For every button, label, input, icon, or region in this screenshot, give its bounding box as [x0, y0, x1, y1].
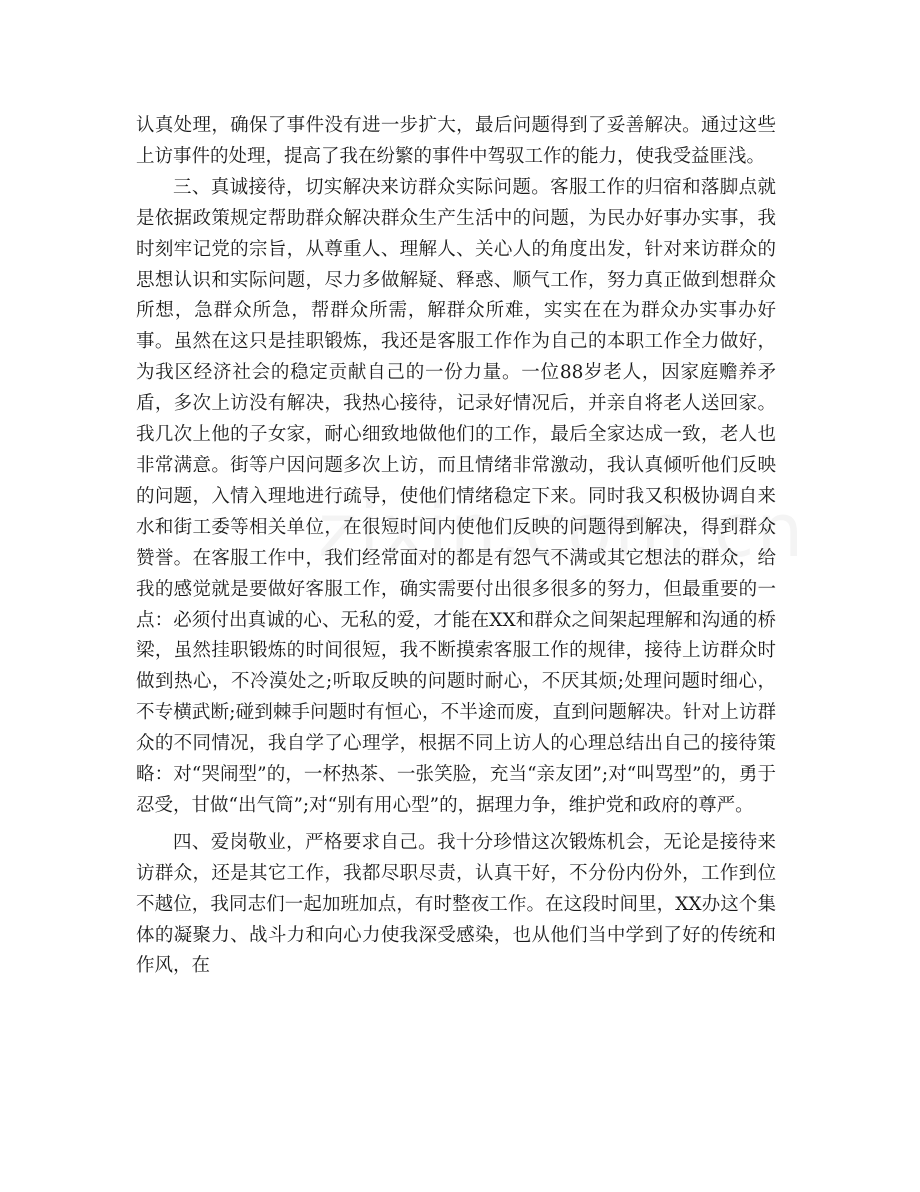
- paragraph-section-4: 四、爱岗敬业，严格要求自己。我十分珍惜这次锻炼机会，无论是接待来访群众，还是其它工作，我都尽职尽责，认真干好，不分份内份外，工作到位不越位，我同志们一起加班加点，有时整夜工作。在这段时间里，XX办这个集体的凝聚力、战斗力和向心力使我深受感染，也从他们当中学到了好的传统和作风，在: [136, 831, 776, 977]
- paragraph-section-3: 三、真诚接待，切实解决来访群众实际问题。客服工作的归宿和落脚点就是依据政策规定帮助群众解决群众生产生活中的问题，为民办好事办实事，我时刻牢记党的宗旨，从尊重人、理解人、关心人的角度出发，针对来访群众的思想认识和实际问题，尽力多做解疑、释惑、顺气工作，努力真正做到想群众所想，急群众所急，帮群众所需，解群众所难，实实在在为群众办实事办好事。虽然在这只是挂职锻炼，我还是客服工作作为自己的本职工作全力做好，为我区经济社会的稳定贡献自己的一份力量。一位88岁老人，因家庭赡养矛盾，多次上访没有解决，我热心接待，记录好情况后，并亲自将老人送回家。我几次上他的子女家，耐心细致地做他们的工作，最后全家达成一致，老人也非常满意。街等户因问题多次上访，而且情绪非常激动，我认真倾听他们反映的问题，入情入理地进行疏导，使他们情绪稳定下来。同时我又积极协调自来水和街工委等相关单位，在很短时间内使他们反映的问题得到解决，得到群众赞誉。在客服工作中，我们经常面对的都是有怨气不满或其它想法的群众，给我的感觉就是要做好客服工作，确实需要付出很多很多的努力，但最重要的一点：必须付出真诚的心、无私的爱，才能在XX和群众之间架起理解和沟通的桥梁，虽然挂职锻炼的时间很短，我不断摸索客服工作的规律，接待上访群众时做到热心，不冷漠处之;听取反映的问题时耐心，不厌其烦;处理问题时细心，不专横武断;碰到棘手问题时有恒心，不半途而废，直到问题解决。针对上访群众的不同情况，我自学了心理学，根据不同上访人的心理总结出自己的接待策略：对“哭闹型”的，一杯热茶、一张笑脸，充当“亲友团”;对“叫骂型”的，勇于忍受，甘做“出气筒”;对“别有用心型”的，据理力争，维护党和政府的尊严。: [136, 176, 776, 816]
- document-body: [136, 111, 776, 982]
- paragraph-continuation: 认真处理，确保了事件没有进一步扩大，最后问题得到了妥善解决。通过这些上访事件的处理，提高了我在纷繁的事件中驾驭工作的能力，使我受益匪浅。: [136, 115, 776, 167]
